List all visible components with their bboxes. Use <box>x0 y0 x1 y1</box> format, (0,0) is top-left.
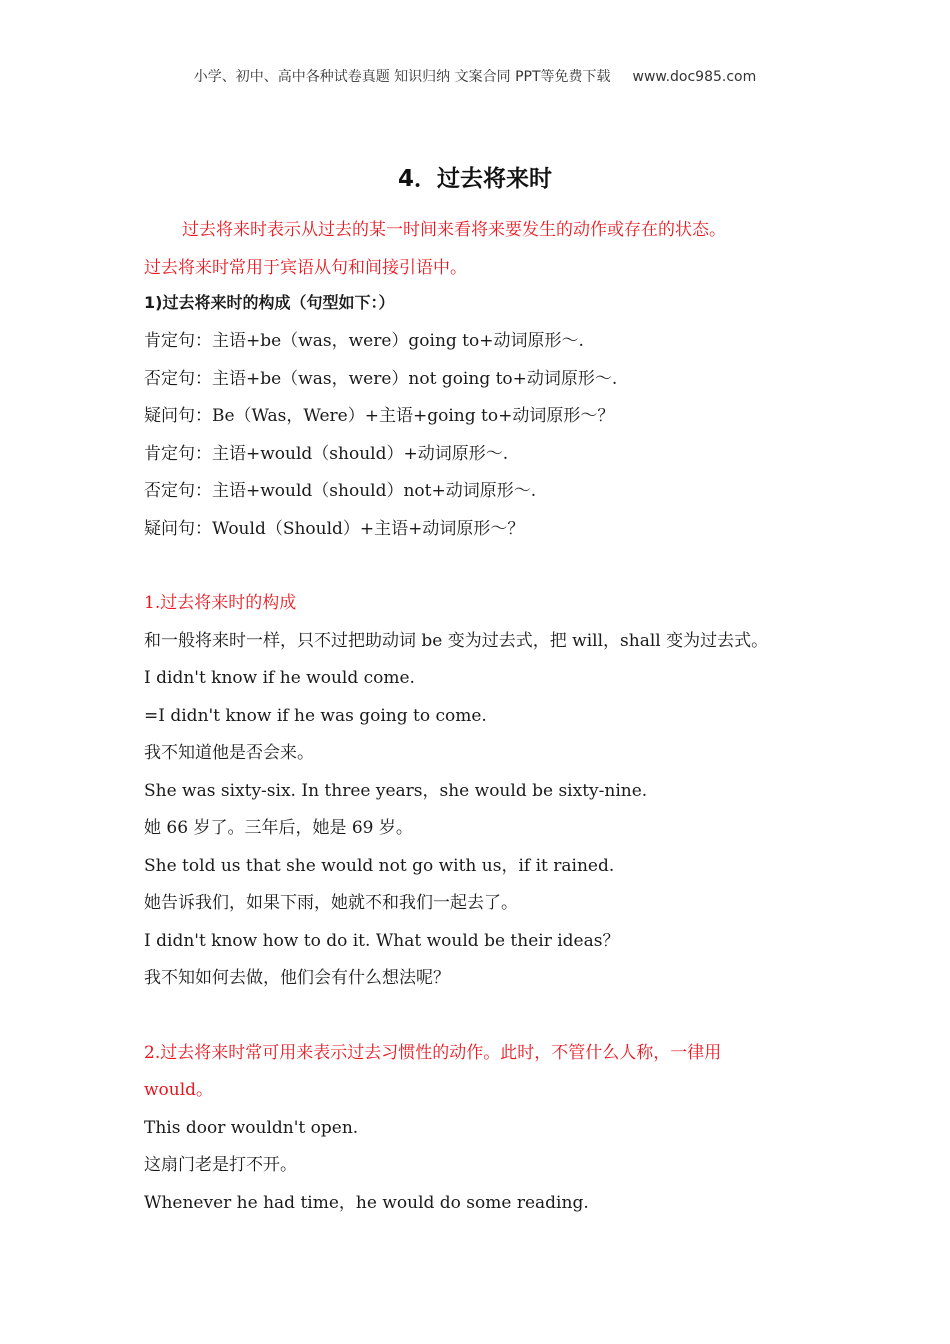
structure-line: 肯定句：主语+be（was，were）going to+动词原形～. <box>144 331 584 351</box>
example-translation: 她 66 岁了。三年后，她是 69 岁。 <box>144 818 413 838</box>
section1-heading: 1.过去将来时的构成 <box>144 593 297 613</box>
example-sentence: She was sixty-six. In three years，she would be sixty-nine. <box>144 780 648 801</box>
header-text: 小学、初中、高中各种试卷真题 知识归纳 文案合同 PPT等免费下载 <box>193 69 611 85</box>
header-site-link[interactable]: www.doc985.com <box>632 69 757 85</box>
example-translation: 我不知如何去做，他们会有什么想法呢？ <box>144 968 450 988</box>
section2-heading: 2.过去将来时常可用来表示过去习惯性的动作。此时，不管什么人称，一律用 <box>144 1042 722 1063</box>
example-translation: 这扇门老是打不开。 <box>144 1155 297 1175</box>
example-sentence: This door wouldn't open. <box>144 1117 359 1138</box>
page-header <box>0 66 950 86</box>
intro-line: 过去将来时常用于宾语从句和间接引语中。 <box>144 257 467 278</box>
structure-line: 否定句：主语+be（was，were）not going to+动词原形～. <box>144 368 618 389</box>
structure-line: 疑问句：Would（Should）+主语+动词原形～？ <box>144 518 525 539</box>
example-translation: 我不知道他是否会来。 <box>144 743 314 763</box>
document-body <box>144 212 824 1222</box>
section2-heading-cont: would。 <box>144 1080 214 1100</box>
example-sentence: Whenever he had time，he would do some reading. <box>144 1192 589 1213</box>
example-sentence: =I didn't know if he was going to come. <box>144 705 487 726</box>
example-sentence: She told us that she would not go with us，if it rained. <box>144 855 615 876</box>
structure-line: 肯定句：主语+would（should）+动词原形～. <box>144 443 509 464</box>
structure-line: 否定句：主语+would（should）not+动词原形～. <box>144 481 537 501</box>
example-sentence: I didn't know if he would come. <box>144 668 415 688</box>
spacer <box>144 998 824 1035</box>
intro-line: 过去将来时表示从过去的某一时间来看将来要发生的动作或存在的状态。 <box>182 220 726 240</box>
page-title: 4．过去将来时 <box>397 166 552 192</box>
structure-line: 疑问句：Be（Was，Were）+主语+going to+动词原形～？ <box>144 406 615 426</box>
structure-heading: 1)过去将来时的构成（句型如下：） <box>144 293 395 312</box>
example-sentence: I didn't know how to do it. What would be their ideas？ <box>144 930 620 951</box>
section1-line: 和一般将来时一样，只不过把助动词 be 变为过去式，把 will，shall 变为过去式。 <box>144 630 769 651</box>
spacer <box>144 548 824 585</box>
example-translation: 她告诉我们，如果下雨，她就不和我们一起去了。 <box>144 893 518 913</box>
